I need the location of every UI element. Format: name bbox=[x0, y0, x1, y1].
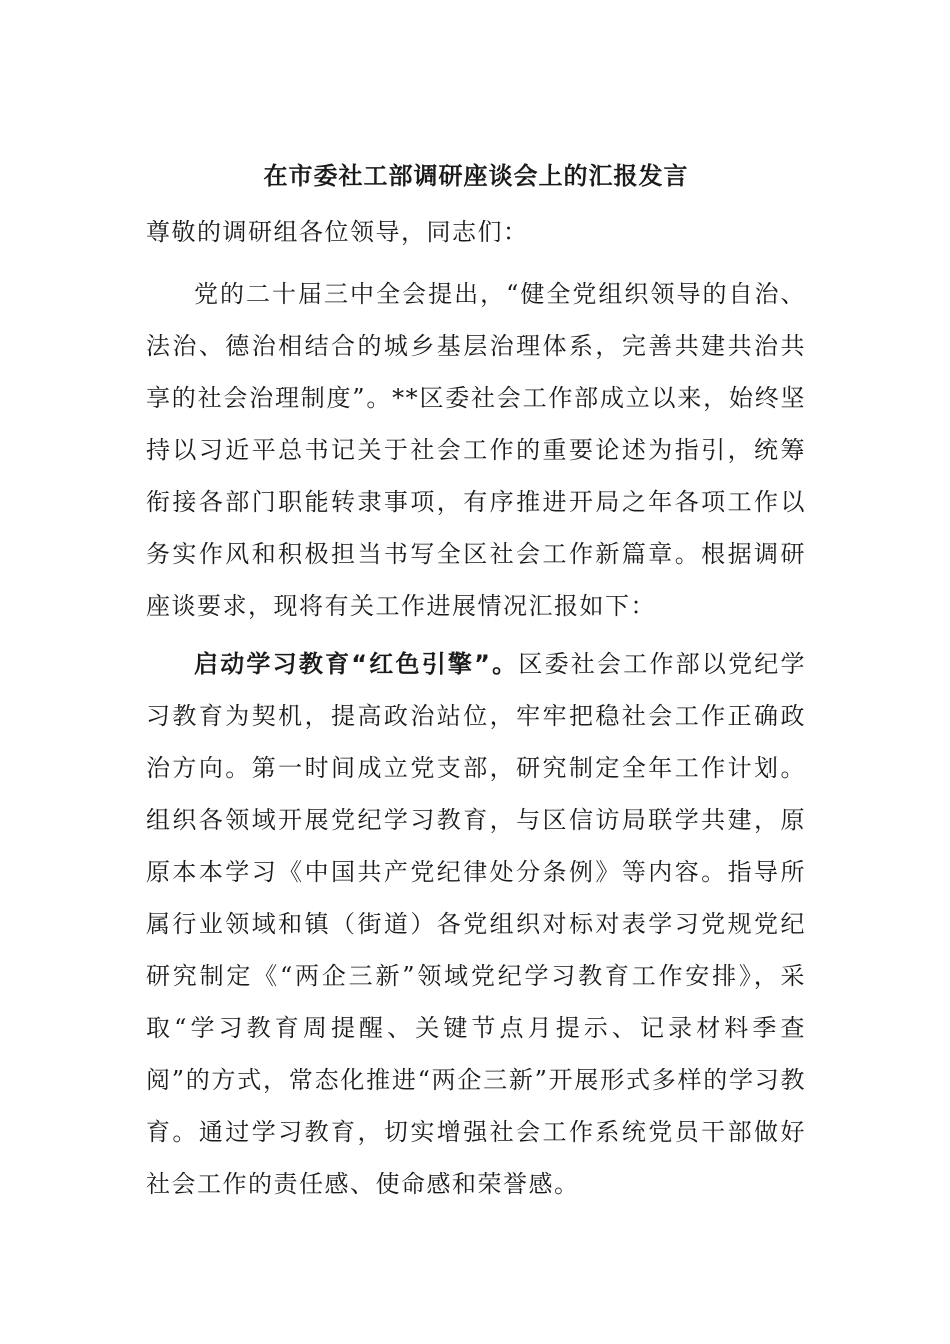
salutation: 尊敬的调研组各位领导，同志们： bbox=[146, 218, 529, 246]
section-1-paragraph bbox=[146, 638, 806, 1210]
document-page bbox=[146, 150, 806, 1216]
section-1-body: 区委社会工作部以党纪学习教育为契机，提高政治站位，牢牢把稳社会工作正确政治方向。第一时间成立党支部，研究制定全年工作计划。组织各领域开展党纪学习教育，与区信访局联学共建，原原本本学习《中国共产党纪律处分条例》等内容。指导所属行业领域和镇（街道）各党组织对标对表学习党规党纪研究制定《“两企三新”领域党纪学习教育工作安排》，采取“学习教育周提醒、关键节点月提示、记录材料季查阅”的方式，常态化推进“两企三新”开展形式多样的学习教育。通过学习教育，切实增强社会工作系统党员干部做好社会工作的责任感、使命感和荣誉感。 bbox=[146, 650, 807, 1198]
document-title: 在市委社工部调研座谈会上的汇报发言 bbox=[263, 162, 689, 190]
intro-paragraph: 党的二十届三中全会提出，“健全党组织领导的自治、法治、德治相结合的城乡基层治理体系，完善共建共治共享的社会治理制度”。**区委社会工作部成立以来，始终坚持以习近平总书记关于社会工作的重要论述为指引，统筹衔接各部门职能转隶事项，有序推进开局之年各项工作以务实作风和积极担当书写全区社会工作新篇章。根据调研座谈要求，现将有关工作进展情况汇报如下： bbox=[146, 280, 806, 620]
section-1-heading: 启动学习教育“红色引擎”。 bbox=[194, 650, 519, 678]
